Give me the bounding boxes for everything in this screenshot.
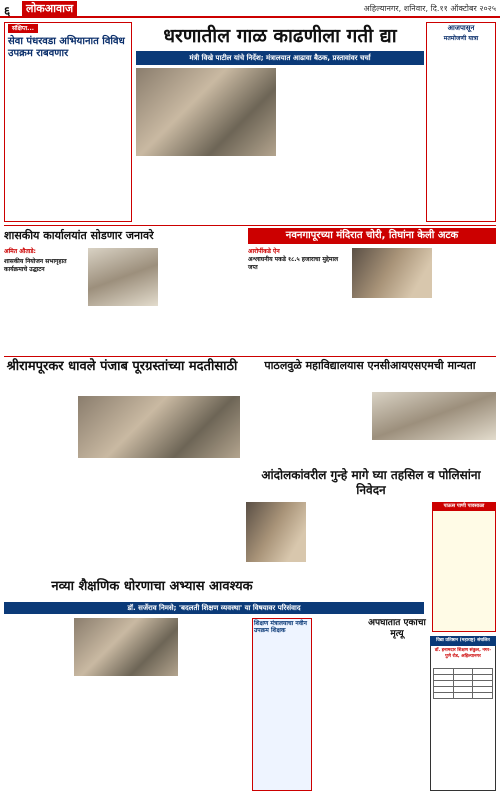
edu-body-col4	[182, 618, 248, 791]
side-kicker: आजपासून	[447, 24, 475, 32]
divider	[4, 225, 496, 226]
protest-photo	[246, 502, 306, 562]
brief-body	[8, 64, 128, 219]
edu-box-title: शिक्षण मंत्रालयाचा नवीन उपक्रम शिक्षक	[254, 620, 307, 634]
edu-box-body	[254, 640, 310, 788]
section3-mid-sub: अश्लाघनीय पकडे १८.५ हजाराचा मुद्देमाल जप्त	[248, 256, 339, 271]
punjab-body-col2	[78, 462, 158, 520]
theft-body-col2	[352, 302, 432, 353]
ad-table	[433, 668, 493, 699]
main-subheadline: मंत्री विखे पाटील यांचे निर्देश; मंत्रालयात आढावा बैठक, प्रस्तावांवर चर्चा	[136, 51, 424, 65]
edu-body-col5	[316, 618, 364, 791]
college-body-col2	[308, 392, 368, 520]
ad-title: विद्या प्रतिष्ठान (महाराष्ट्र) संचलित	[430, 636, 496, 646]
seminar-photo	[74, 618, 178, 676]
edu-body-col3	[128, 680, 178, 791]
main-body-col4	[208, 160, 276, 222]
meeting-photo	[136, 68, 276, 156]
section2-right-headline: नवनगापूरच्या मंदिरात चोरी, तिघांना केली अटक	[248, 228, 496, 244]
relief-photo	[78, 396, 240, 458]
college-photo	[372, 392, 496, 440]
ad-subtitle: डॉ. इनामदार शिक्षण संकुल, नगर-पुणे रोड, अहिल्यानगर	[434, 648, 492, 659]
newspaper-logo: लोकआवाज	[22, 1, 77, 16]
edu-body-col1	[4, 618, 70, 791]
section2-body-col1	[88, 310, 158, 353]
police-photo	[352, 248, 432, 298]
rain-sidebar-title: पाऊस पाणी पावसाळा	[432, 502, 496, 511]
side-subkicker: मतमोजणी यात्रा	[443, 35, 479, 42]
protest-body-col1	[310, 502, 368, 600]
section3-left-body	[4, 278, 84, 353]
main-body-col2	[354, 68, 424, 222]
section4-mid-headline: पाठलवुळे महाविद्यालयास एनसीआयएसएमची मान्यता	[264, 359, 476, 372]
section3-left-sub: शासकीय नियोजन सभागृहात कार्यक्रमाचे उद्घाटन	[4, 258, 67, 273]
page-number: ६	[4, 4, 11, 18]
ad-body	[433, 706, 493, 788]
theft-body-col1	[248, 274, 348, 353]
section3-left-kicker: अमित औताडे:	[4, 248, 36, 255]
dateline: अहिल्यानगर, शनिवार, दि.११ ऑक्टोबर २०२५	[363, 4, 496, 13]
college-body-col3	[372, 444, 496, 466]
section3-mid-kicker: आरोपींकडे ऐन	[248, 248, 280, 255]
accident-body	[368, 644, 426, 791]
section4-left-headline: श्रीरामपूरकर धावले पंजाब पूरग्रस्तांच्या मदतीसाठी	[6, 359, 238, 374]
main-headline: धरणातील गाळ काढणीला गती द्या	[163, 25, 397, 47]
edu-body-col2	[74, 680, 126, 791]
side-body	[430, 46, 492, 218]
section6-headline: नव्या शैक्षणिक धोरणाचा अभ्यास आवश्यक	[4, 578, 300, 596]
main-body-col1	[280, 68, 350, 222]
divider	[4, 356, 496, 357]
section6-subheadline: डॉ. सर्जेराव निमसे; 'बदलती शिक्षण व्यवस्था' या विषयावर परिसंवाद	[4, 602, 424, 614]
protest-body-col2	[372, 502, 428, 600]
theft-body-col3	[436, 248, 496, 353]
cattle-photo	[88, 248, 158, 306]
rain-sidebar-body	[435, 514, 493, 630]
section2-left-headline: शासकीय कार्यालयांत सोडणार जनावरे	[4, 229, 154, 242]
main-body-col3	[136, 160, 204, 222]
college-body-col1	[244, 392, 304, 520]
section2-body-col2	[162, 248, 244, 353]
punjab-body-col3	[160, 462, 240, 520]
section5-headline: आंदोलकांवरील गुन्हे मागे घ्या तहसिल व पोलिसांना निवेदन	[246, 468, 496, 498]
brief-headline: सेवा पंधरवडा अभियानात विविध उपक्रम राबवणार	[8, 36, 125, 59]
brief-kicker: संक्षिप्त...	[8, 24, 38, 33]
punjab-body-col1	[4, 396, 74, 520]
accident-headline: अपघातात एकाचा मृत्यू	[368, 618, 426, 639]
